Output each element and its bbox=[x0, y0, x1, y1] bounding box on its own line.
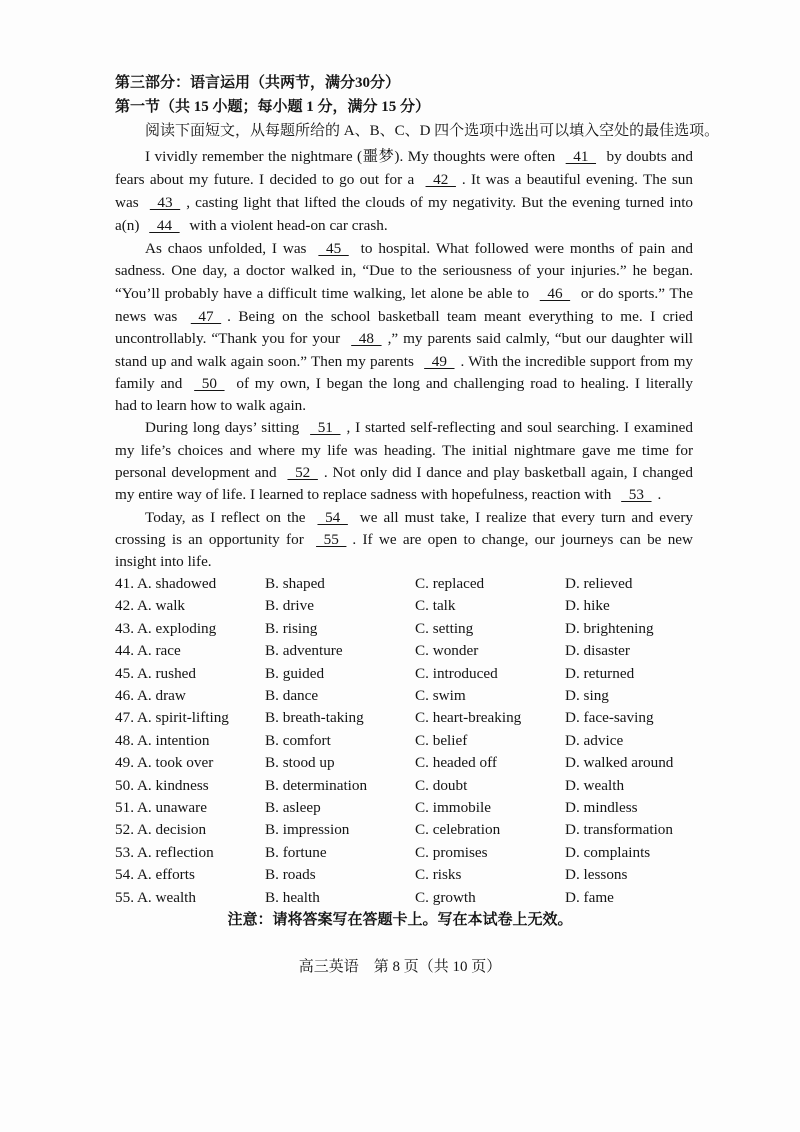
passage-text: had to learn how to walk again. bbox=[115, 397, 307, 414]
passage-text: news was bbox=[115, 308, 185, 325]
option-a: 50. A. kindness bbox=[115, 776, 209, 794]
blank-41: 41 bbox=[565, 148, 597, 165]
question-row bbox=[115, 595, 715, 617]
question-row bbox=[115, 797, 715, 819]
blank-47: 47 bbox=[190, 308, 222, 325]
question-row bbox=[115, 618, 715, 640]
passage-text: stand up and walk again soon.” Then my parents bbox=[115, 353, 419, 370]
passage-text: sadness. One day, a doctor walked in, “Due to the seriousness of your injuries.” he began. bbox=[115, 262, 693, 279]
option-d: D. fame bbox=[565, 888, 614, 906]
option-d: D. wealth bbox=[565, 776, 625, 794]
question-row bbox=[115, 685, 715, 707]
passage-text: by doubts and bbox=[602, 148, 693, 165]
option-d: D. relieved bbox=[565, 575, 633, 592]
passage-text: crossing is an opportunity for bbox=[115, 531, 311, 548]
blank-44: 44 bbox=[149, 217, 180, 234]
passage-line bbox=[145, 507, 693, 529]
option-c: C. wonder bbox=[415, 642, 479, 660]
option-c: C. celebration bbox=[415, 821, 501, 839]
blank-43: 43 bbox=[149, 194, 181, 211]
passage-line bbox=[115, 529, 693, 551]
question-row bbox=[115, 707, 715, 729]
option-b: B. impression bbox=[265, 821, 350, 839]
passage-text: was bbox=[115, 194, 144, 211]
passage-line bbox=[115, 169, 693, 191]
passage-line bbox=[115, 440, 693, 462]
page-footer: 高三英语 第 8 页（共 10 页） bbox=[298, 959, 502, 975]
passage-line bbox=[145, 146, 693, 168]
option-d: D. face-saving bbox=[565, 709, 654, 727]
instructions: 阅读下面短文，从每题所给的 A、B、C、D 四个选项中选出可以填入空处的最佳选项。 bbox=[145, 123, 720, 139]
passage-line bbox=[115, 373, 693, 395]
option-d: D. walked around bbox=[565, 754, 674, 772]
blank-45: 45 bbox=[318, 240, 349, 257]
passage-text: a(n) bbox=[115, 217, 144, 234]
option-a: 47. A. spirit-lifting bbox=[115, 709, 229, 727]
option-b: B. breath-taking bbox=[265, 709, 364, 727]
passage-line bbox=[145, 417, 693, 439]
option-b: B. fortune bbox=[265, 843, 327, 861]
passage-text: my entire way of life. I learned to replace sadness with hopefulness, reaction with bbox=[115, 486, 616, 503]
passage-text: insight into life. bbox=[115, 553, 212, 570]
blank-49: 49 bbox=[424, 353, 455, 370]
option-a: 55. A. wealth bbox=[115, 888, 196, 906]
passage-text: . With the incredible support from my bbox=[460, 353, 693, 370]
blank-54: 54 bbox=[317, 509, 348, 526]
question-row bbox=[115, 752, 715, 774]
option-a: 45. A. rushed bbox=[115, 664, 196, 682]
option-c: C. growth bbox=[415, 888, 476, 906]
part-title: 第三部分：语言运用（共两节，满分30分） bbox=[115, 75, 401, 91]
option-c: C. headed off bbox=[415, 754, 497, 772]
option-b: B. rising bbox=[265, 619, 318, 637]
option-c: C. swim bbox=[415, 687, 466, 704]
option-b: B. guided bbox=[265, 664, 325, 682]
passage-text: or do sports.” The bbox=[576, 285, 693, 302]
passage-text: . Not only did I dance and play basketball again, I changed bbox=[323, 464, 693, 481]
blank-51: 51 bbox=[310, 419, 341, 436]
option-c: C. promises bbox=[415, 843, 488, 861]
passage-text: . bbox=[657, 486, 662, 503]
blank-50: 50 bbox=[194, 375, 225, 392]
blank-42: 42 bbox=[425, 171, 456, 188]
option-a: 46. A. draw bbox=[115, 687, 186, 704]
passage-text: fears about my future. I decided to go out for a bbox=[115, 171, 420, 188]
option-c: C. replaced bbox=[415, 575, 485, 592]
passage-text: . If we are open to change, our journeys can be new bbox=[352, 531, 693, 548]
answer-note: 注意：请将答案写在答题卡上。写在本试卷上无效。 bbox=[227, 912, 573, 928]
passage-line bbox=[115, 328, 693, 350]
option-a: 51. A. unaware bbox=[115, 799, 207, 816]
passage-text: with a violent head-on car crash. bbox=[185, 217, 388, 234]
passage-line bbox=[115, 484, 693, 506]
passage-text: . Being on the school basketball team meant everything to me. I cried bbox=[227, 308, 693, 325]
passage-line bbox=[115, 283, 693, 305]
option-d: D. disaster bbox=[565, 642, 630, 660]
option-d: D. lessons bbox=[565, 866, 628, 884]
option-a: 41. A. shadowed bbox=[115, 575, 217, 592]
option-d: D. mindless bbox=[565, 799, 638, 816]
passage-line bbox=[145, 238, 693, 260]
question-row bbox=[115, 640, 715, 662]
blank-53: 53 bbox=[621, 486, 652, 503]
option-c: C. setting bbox=[415, 619, 474, 637]
option-a: 49. A. took over bbox=[115, 754, 214, 772]
blank-52: 52 bbox=[287, 464, 318, 481]
option-c: C. risks bbox=[415, 866, 462, 884]
passage-line bbox=[115, 395, 693, 417]
question-row bbox=[115, 663, 715, 685]
option-d: D. hike bbox=[565, 597, 610, 615]
passage-text: I vividly remember the nightmare (噩梦). My thoughts were often bbox=[145, 148, 560, 165]
question-row bbox=[115, 730, 715, 752]
passage-line bbox=[115, 551, 693, 573]
blank-46: 46 bbox=[539, 285, 571, 302]
option-c: C. heart-breaking bbox=[415, 709, 522, 727]
question-row bbox=[115, 775, 715, 797]
passage-text: ,” my parents said calmly, “but our daughter will bbox=[387, 330, 693, 347]
option-a: 48. A. intention bbox=[115, 731, 210, 749]
option-b: B. adventure bbox=[265, 642, 343, 660]
passage-text: of my own, I began the long and challenging road to healing. I literally bbox=[230, 375, 693, 392]
option-b: B. determination bbox=[265, 776, 368, 794]
option-b: B. shaped bbox=[265, 575, 325, 592]
question-row bbox=[115, 842, 715, 864]
option-b: B. drive bbox=[265, 597, 314, 615]
option-a: 42. A. walk bbox=[115, 597, 186, 615]
option-d: D. transformation bbox=[565, 821, 673, 839]
passage-text: Today, as I reflect on the bbox=[145, 509, 312, 526]
passage-text: As chaos unfolded, I was bbox=[145, 240, 313, 257]
passage-text: my life’s choices and where my life was heading. The initial nightmare gave me time for bbox=[115, 442, 693, 459]
option-d: D. sing bbox=[565, 687, 609, 704]
option-b: B. comfort bbox=[265, 731, 331, 749]
question-row bbox=[115, 573, 715, 595]
option-c: C. immobile bbox=[415, 799, 491, 816]
blank-48: 48 bbox=[351, 330, 382, 347]
question-row bbox=[115, 864, 715, 886]
option-c: C. introduced bbox=[415, 664, 498, 682]
option-c: C. doubt bbox=[415, 776, 468, 794]
option-b: B. stood up bbox=[265, 754, 335, 772]
blank-55: 55 bbox=[316, 531, 347, 548]
passage-text: “You’ll probably have a difficult time walking, let alone be able to bbox=[115, 285, 534, 302]
option-d: D. brightening bbox=[565, 619, 654, 637]
passage-text: uncontrollably. “Thank you for your bbox=[115, 330, 346, 347]
option-b: B. asleep bbox=[265, 799, 321, 816]
option-b: B. health bbox=[265, 888, 320, 906]
passage-text: personal development and bbox=[115, 464, 282, 481]
option-a: 54. A. efforts bbox=[115, 866, 195, 884]
option-d: D. returned bbox=[565, 664, 635, 682]
passage-line bbox=[115, 260, 693, 282]
option-d: D. advice bbox=[565, 731, 624, 749]
passage-line bbox=[115, 192, 693, 214]
passage-text: family and bbox=[115, 375, 189, 392]
option-a: 44. A. race bbox=[115, 642, 181, 660]
passage-text: to hospital. What followed were months of pain and bbox=[354, 240, 694, 257]
question-row bbox=[115, 819, 715, 841]
question-row bbox=[115, 887, 715, 909]
option-b: B. roads bbox=[265, 866, 316, 884]
option-d: D. complaints bbox=[565, 843, 651, 861]
section-title: 第一节（共 15 小题；每小题 1 分，满分 15 分） bbox=[115, 99, 431, 115]
passage-line bbox=[115, 306, 693, 328]
passage-text: , casting light that lifted the clouds of my negativity. But the evening turned into bbox=[186, 194, 694, 211]
passage-line bbox=[115, 215, 693, 237]
passage-text: . It was a beautiful evening. The sun bbox=[461, 171, 693, 188]
passage-line bbox=[115, 351, 693, 373]
option-a: 53. A. reflection bbox=[115, 843, 214, 861]
option-b: B. dance bbox=[265, 687, 319, 704]
option-a: 43. A. exploding bbox=[115, 619, 217, 637]
option-a: 52. A. decision bbox=[115, 821, 207, 839]
passage-text: During long days’ sitting bbox=[145, 419, 305, 436]
passage-text: we all must take, I realize that every turn and every bbox=[353, 509, 693, 526]
passage-text: , I started self-reflecting and soul searching. I examined bbox=[346, 419, 693, 436]
option-c: C. talk bbox=[415, 597, 456, 615]
option-c: C. belief bbox=[415, 731, 468, 749]
passage-line bbox=[115, 462, 693, 484]
